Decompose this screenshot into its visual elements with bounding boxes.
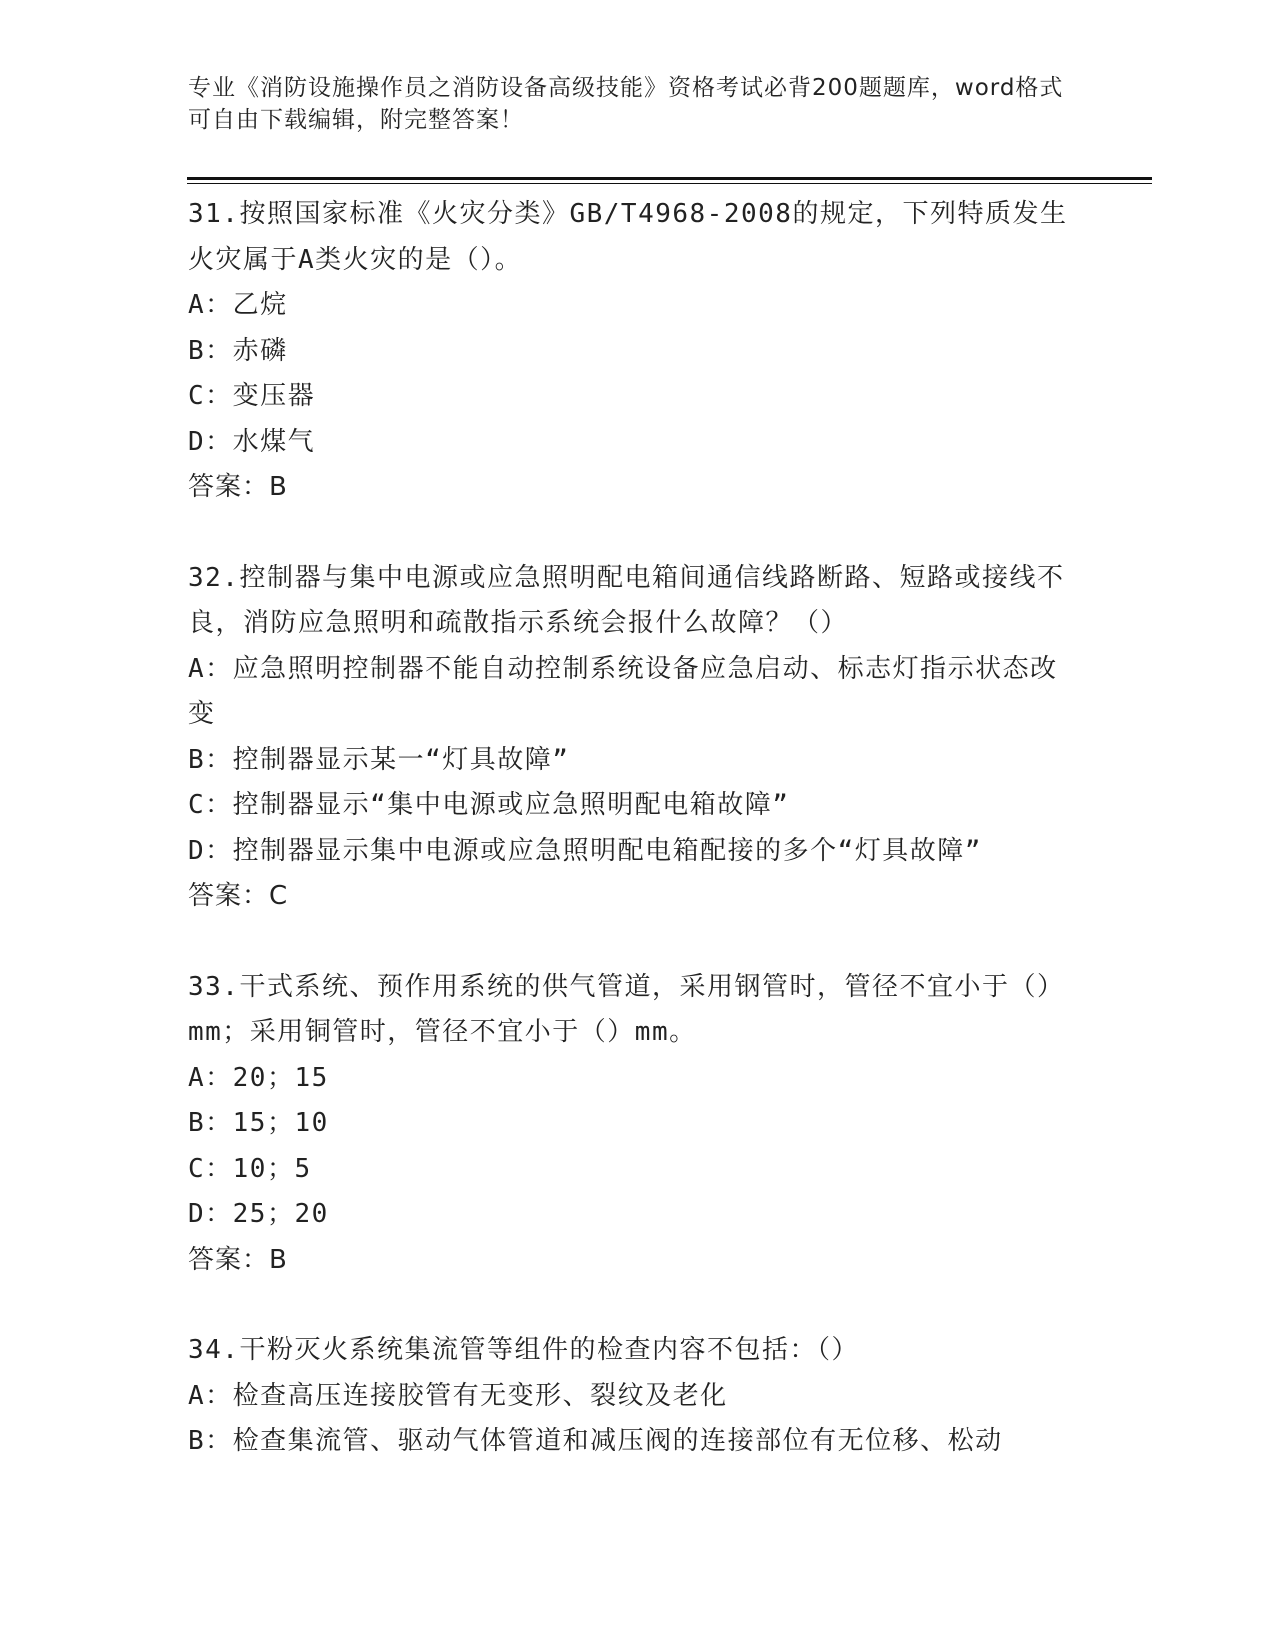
option-b: B：赤磷 <box>188 335 288 366</box>
question-31 <box>188 192 1078 511</box>
question-list <box>188 192 1078 1465</box>
question-stem: 34.干粉灭火系统集流管等组件的检查内容不包括：（） <box>188 1335 859 1365</box>
option-c: C：10；5 <box>188 1153 312 1184</box>
option-d: D：控制器显示集中电源或应急照明配电箱配接的多个“灯具故障” <box>188 835 982 866</box>
option-a: A：应急照明控制器不能自动控制系统设备应急启动、标志灯指示状态改变 <box>188 653 1058 729</box>
question-32 <box>188 556 1078 920</box>
question-33 <box>188 965 1078 1284</box>
option-d: D：25；20 <box>188 1199 329 1229</box>
option-a: A：检查高压连接胶管有无变形、裂纹及老化 <box>188 1380 728 1411</box>
question-34 <box>188 1328 1078 1465</box>
document-header: 专业《消防设施操作员之消防设备高级技能》资格考试必背200题题库，word格式可自由下载编辑，附完整答案！ <box>188 75 1064 133</box>
option-c: C：控制器显示“集中电源或应急照明配电箱故障” <box>188 790 790 820</box>
option-d: D：水煤气 <box>188 426 316 457</box>
option-c: C：变压器 <box>188 381 316 411</box>
option-b: B：15；10 <box>188 1108 329 1138</box>
option-b: B：控制器显示某一“灯具故障” <box>188 744 570 775</box>
question-spacer <box>188 920 1078 965</box>
header-divider-thin <box>187 183 1152 184</box>
question-stem: 32.控制器与集中电源或应急照明配电箱间通信线路断路、短路或接线不良，消防应急照明和疏散指示系统会报什么故障？（） <box>188 562 1065 638</box>
question-spacer <box>188 511 1078 556</box>
question-spacer <box>188 1283 1078 1328</box>
option-b: B：检查集流管、驱动气体管道和减压阀的连接部位有无位移、松动 <box>188 1426 1003 1456</box>
answer-line: 答案：C <box>188 881 289 911</box>
header-divider-thick <box>187 177 1152 180</box>
question-stem: 33.干式系统、预作用系统的供气管道，采用钢管时，管径不宜小于（）mm；采用铜管时，管径不宜小于（）mm。 <box>188 971 1065 1047</box>
question-stem: 31.按照国家标准《火灾分类》GB/T4968-2008的规定，下列特质发生火灾属于A类火灾的是（）。 <box>188 199 1068 275</box>
option-a: A：乙烷 <box>188 290 288 320</box>
answer-line: 答案：B <box>188 472 288 502</box>
option-a: A：20；15 <box>188 1062 329 1093</box>
answer-line: 答案：B <box>188 1244 288 1275</box>
